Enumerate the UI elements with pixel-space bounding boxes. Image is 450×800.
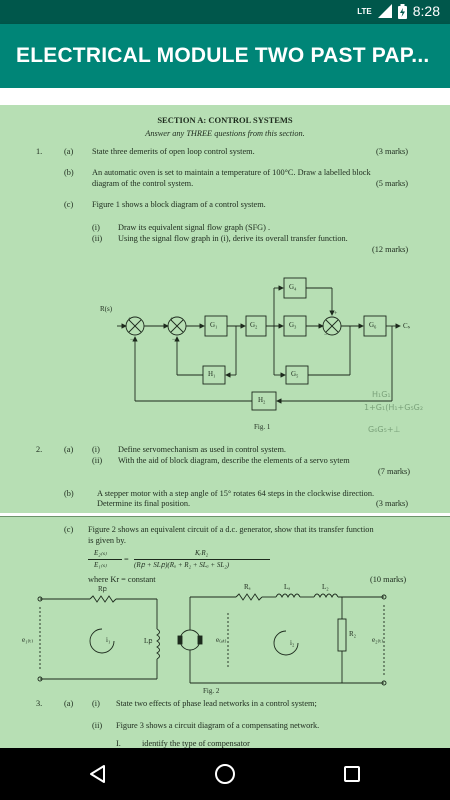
exam-page-2[interactable] — [0, 516, 450, 748]
q1cii-label: (ii) — [92, 234, 103, 243]
status-bar — [0, 0, 450, 24]
svg-text:−: − — [324, 332, 328, 338]
q2c-label: (c) — [64, 525, 74, 534]
q2b-text-2: Determine its final position. — [97, 499, 191, 508]
home-circle-icon — [214, 763, 236, 785]
recents-square-icon — [342, 764, 362, 784]
pdf-viewer[interactable] — [0, 88, 450, 748]
back-button[interactable] — [78, 758, 118, 790]
fig2-la-label: Lₐ — [284, 583, 291, 591]
q3ai-label: (i) — [92, 699, 100, 708]
q2aii-label: (ii) — [92, 456, 103, 465]
q1a-label: (a) — [64, 147, 74, 156]
recents-button[interactable] — [332, 758, 372, 790]
network-label: LTE — [357, 6, 372, 16]
q2-number: 2. — [36, 445, 43, 454]
q2ai-label: (i) — [92, 445, 100, 454]
q1c-marks: (12 marks) — [372, 245, 409, 254]
q1c-text: Figure 1 shows a block diagram of a control system. — [92, 200, 266, 209]
q2b-label: (b) — [64, 489, 74, 498]
fig1-block-g4: G₄ — [289, 283, 297, 291]
q1c-label: (c) — [64, 200, 74, 209]
fig2-caption: Fig. 2 — [203, 687, 220, 695]
svg-text:−: − — [172, 337, 176, 343]
q2c-marks: (10 marks) — [370, 575, 407, 584]
fig1-block-h1: H₁ — [208, 370, 216, 378]
fig2-ra-label: Rₐ — [244, 583, 251, 591]
q3a-label: (a) — [64, 699, 74, 708]
q3aiiI-label: I. — [116, 739, 121, 748]
q1ci-text: Draw its equivalent signal flow graph (SFG) . — [118, 223, 271, 232]
fig2-ea-label: e₍ₐₜ₎ — [216, 636, 227, 644]
fig2-i2-label: i₂ — [290, 639, 295, 647]
q1b-label: (b) — [64, 168, 74, 177]
q2b-text-1: A stepper motor with a step angle of 15° rotates 64 steps in the clockwise direction. — [97, 489, 375, 498]
q1a-marks: (3 marks) — [376, 147, 409, 156]
navigation-bar — [0, 748, 450, 800]
q2c-text-1: Figure 2 shows an equivalent circuit of a d.c. generator, show that its transfer function — [88, 525, 374, 534]
q2a-marks: (7 marks) — [378, 467, 411, 476]
q1b-text-2: diagram of the control system. — [92, 179, 194, 188]
formula-equals: = — [124, 555, 129, 564]
q1-number: 1. — [36, 147, 43, 156]
fig1-block-g5: G₅ — [291, 370, 299, 378]
fig2-lf-label: Lբ — [144, 637, 153, 645]
app-bar — [0, 24, 450, 88]
fig1-input-label: R(s) — [100, 305, 113, 313]
back-triangle-icon — [88, 764, 108, 784]
q1cii-text: Using the signal flow graph in (i), derive its overall transfer function. — [118, 234, 348, 243]
fig1-block-h2: H₂ — [258, 396, 266, 404]
formula-lhs-num: E₂₍ₛ₎ — [94, 549, 107, 557]
q1b-marks: (5 marks) — [376, 179, 409, 188]
fig1-output-label: Cₛ — [403, 322, 411, 330]
formula-rhs-den: (Rբ + SLբ)(Rₐ + R₂ + SLₐ + SL₂) — [134, 561, 230, 569]
q3-number: 3. — [36, 699, 43, 708]
q3aiiI-text: identify the type of compensator — [142, 739, 250, 748]
fig2-e2-label: e₂₍ₜ₎ — [372, 636, 384, 644]
fig2-i1-label: i₁ — [106, 636, 111, 644]
q2aii-text: With the aid of block diagram, describe the elements of a servo sytem — [118, 456, 350, 465]
q3ai-text: State two effects of phase lead networks in a control system; — [116, 699, 317, 708]
fig2-e1-label: e₁₍ₜ₎ — [22, 636, 34, 644]
q1ci-label: (i) — [92, 223, 100, 232]
battery-icon — [398, 4, 407, 19]
svg-text:−: − — [130, 337, 134, 343]
fig1-block-g3: G₃ — [289, 321, 297, 329]
q2c-text-2: is given by. — [88, 536, 126, 545]
q2ai-text: Define servomechanism as used in control system. — [118, 445, 286, 454]
clock: 8:28 — [412, 3, 440, 19]
fig2-rf-label: Rբ — [98, 585, 108, 593]
signal-icon — [378, 4, 392, 18]
fig1-caption: Fig. 1 — [254, 423, 271, 431]
svg-text:+: + — [128, 317, 132, 323]
formula-rhs-num: KᵣR₂ — [195, 549, 209, 557]
q1a-text: State three demerits of open loop control system. — [92, 147, 255, 156]
q1b-text-1: An automatic oven is set to maintain a temperature of 100°C. Draw a labelled block — [92, 168, 371, 177]
formula-lhs-den: E₁₍ₛ₎ — [94, 561, 107, 569]
home-button[interactable] — [205, 758, 245, 790]
section-title: SECTION A: CONTROL SYSTEMS — [157, 115, 293, 125]
pencil-note-2: 1+G₁(H₁+G₅G₂ — [364, 403, 424, 412]
instruction: Answer any THREE questions from this section. — [145, 129, 305, 138]
exam-page-1[interactable] — [0, 105, 450, 513]
fig2-r2-label: R₂ — [349, 630, 357, 638]
app-title: ELECTRICAL MODULE TWO PAST PAP... — [16, 44, 430, 67]
fig2-l2-label: L₂ — [322, 583, 329, 591]
q3aii-text: Figure 3 shows a circuit diagram of a compensating network. — [116, 721, 320, 730]
pencil-note-1: H₁G₁ — [372, 390, 391, 399]
fig1-block-g6: G₆ — [369, 321, 377, 329]
pencil-note-3: G₆G₅+⊥ — [368, 425, 401, 434]
figure-2-circuit — [0, 517, 450, 748]
q3aii-label: (ii) — [92, 721, 103, 730]
svg-text:+: + — [334, 311, 338, 317]
q2b-marks: (3 marks) — [376, 499, 409, 508]
fig1-block-g2: G₂ — [250, 321, 258, 329]
fig1-block-g1: G₁ — [210, 321, 218, 329]
q2a-label: (a) — [64, 445, 74, 454]
where-text: where Kr = constant — [88, 575, 156, 584]
svg-text:+: + — [170, 317, 174, 323]
